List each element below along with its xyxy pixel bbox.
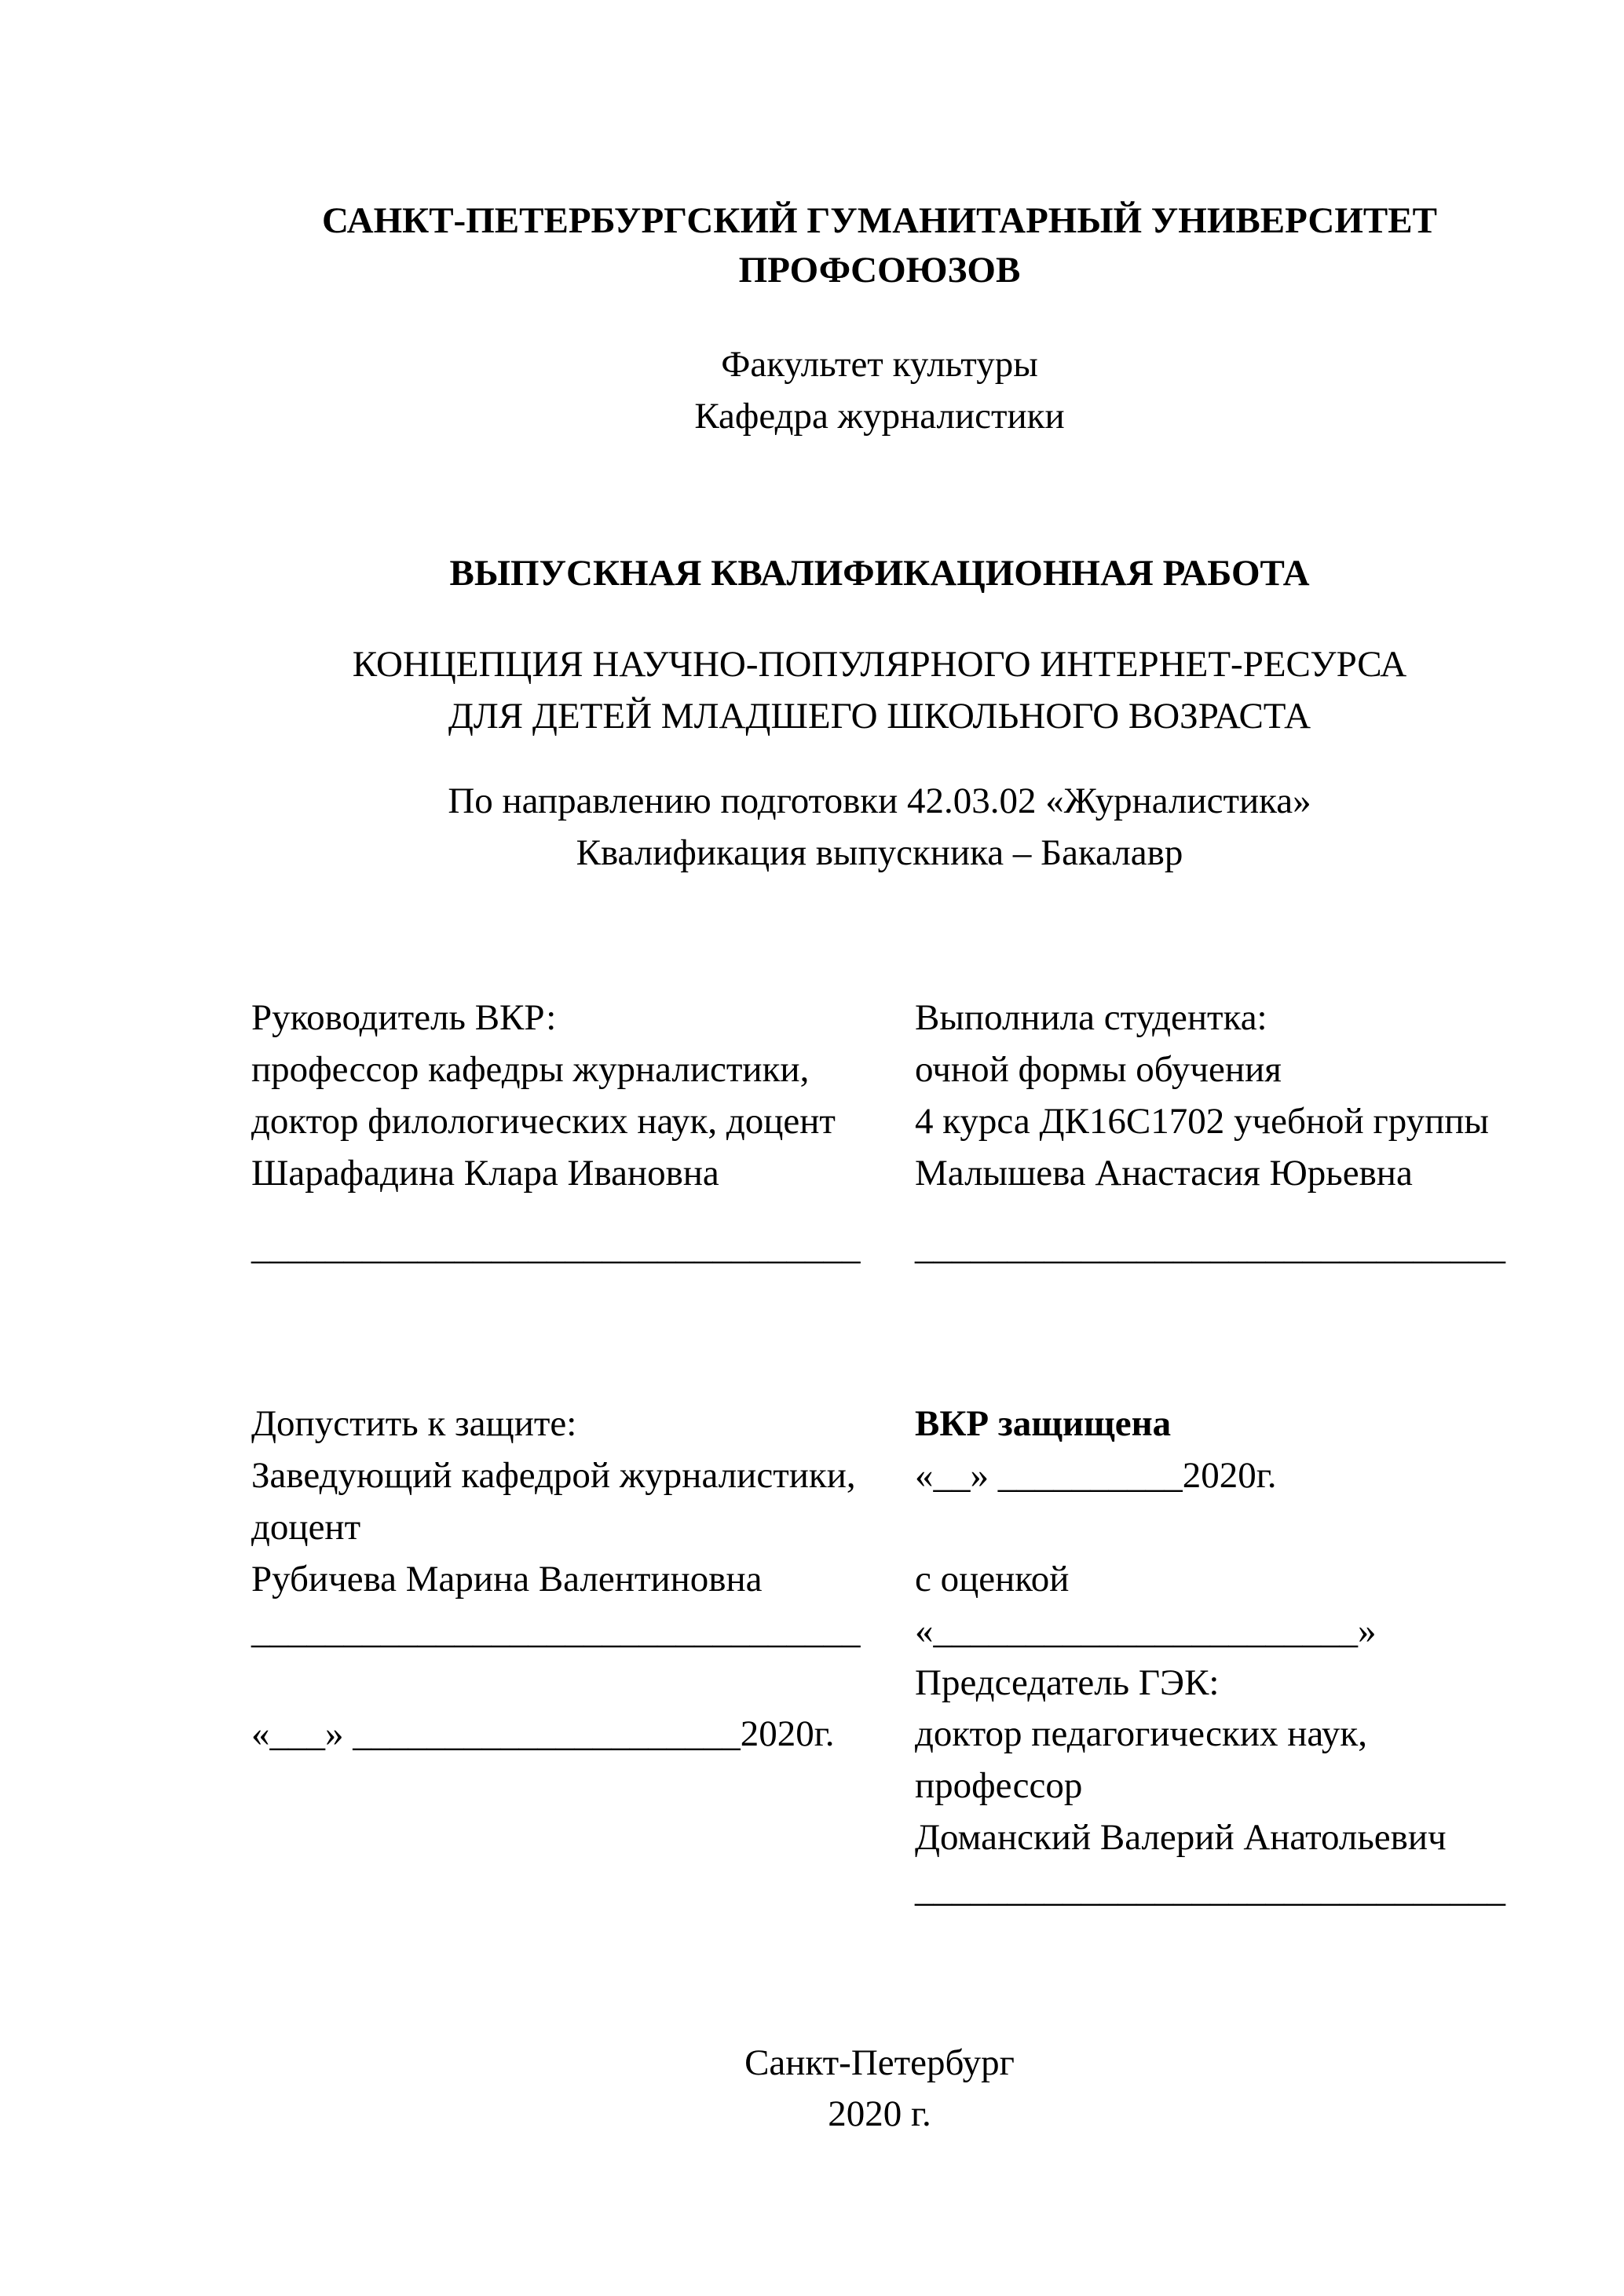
city-year-block	[251, 2038, 1508, 2141]
city-line: Санкт-Петербург	[744, 2042, 1015, 2083]
university-name-line2: ПРОФСОЮЗОВ	[738, 250, 1021, 291]
admission-position-line2: доцент	[251, 1507, 361, 1548]
student-block	[915, 993, 1508, 1273]
supervisor-position-line1: профессор кафедры журналистики,	[251, 1049, 810, 1091]
chairman-name: Доманский Валерий Анатольевич	[915, 1817, 1447, 1859]
student-label: Выполнила студентка:	[915, 997, 1267, 1039]
thesis-title	[251, 639, 1508, 743]
page-content	[251, 196, 1508, 2141]
defense-date-line: «__» __________2020г.	[915, 1455, 1277, 1497]
thesis-title-line2: ДЛЯ ДЕТЕЙ МЛАДШЕГО ШКОЛЬНОГО ВОЗРАСТА	[448, 696, 1311, 737]
chairman-position-line1: доктор педагогических наук,	[915, 1713, 1367, 1755]
defense-block	[915, 1398, 1508, 1915]
admission-block	[251, 1398, 915, 1915]
admission-label: Допустить к защите:	[251, 1403, 577, 1445]
direction-qualification-block	[251, 776, 1508, 879]
student-detail-line1: очной формы обучения	[915, 1049, 1282, 1091]
year-line: 2020 г.	[828, 2093, 931, 2135]
supervisor-student-block	[251, 993, 1508, 1273]
defense-label: ВКР защищена	[915, 1403, 1172, 1445]
student-detail-line2: 4 курса ДК16С1702 учебной группы	[915, 1101, 1489, 1143]
admission-name: Рубичева Марина Валентиновна	[251, 1558, 763, 1600]
thesis-title-line1: КОНЦЕПЦИЯ НАУЧНО-ПОПУЛЯРНОГО ИНТЕРНЕТ-РЕСУРСА	[352, 644, 1407, 686]
supervisor-label: Руководитель ВКР:	[251, 997, 557, 1039]
defense-grade-label: с оценкой	[915, 1559, 1070, 1600]
defense-grade-line: «_______________________»	[915, 1610, 1377, 1651]
chairman-label: Председатель ГЭК:	[915, 1662, 1220, 1703]
supervisor-name: Шарафадина Клара Ивановна	[251, 1152, 719, 1194]
student-signature-line: ________________________________	[915, 1226, 1505, 1267]
qualification-line: Квалификация выпускника – Бакалавр	[576, 832, 1183, 873]
student-name: Малышева Анастасия Юрьевна	[915, 1152, 1413, 1194]
supervisor-signature-line: _________________________________	[251, 1226, 861, 1267]
faculty-name: Факультет культуры	[721, 343, 1038, 385]
university-name	[251, 196, 1508, 296]
work-type-heading: ВЫПУСКНАЯ КВАЛИФИКАЦИОННАЯ РАБОТА	[449, 553, 1310, 594]
faculty-department-block	[251, 339, 1508, 443]
supervisor-block	[251, 993, 915, 1273]
supervisor-position-line2: доктор филологических наук, доцент	[251, 1101, 836, 1143]
university-name-line1: САНКТ-ПЕТЕРБУРГСКИЙ ГУМАНИТАРНЫЙ УНИВЕРСИТЕТ	[322, 200, 1437, 241]
admission-defense-block	[251, 1398, 1508, 1915]
department-name: Кафедра журналистики	[694, 395, 1065, 437]
direction-line: По направлению подготовки 42.03.02 «Журналистика»	[448, 780, 1311, 821]
admission-position-line1: Заведующий кафедрой журналистики,	[251, 1455, 856, 1497]
chairman-signature-line: ________________________________	[915, 1868, 1505, 1910]
admission-signature-line: _________________________________	[251, 1610, 861, 1651]
admission-date-line: «___» _____________________2020г.	[251, 1713, 835, 1755]
chairman-position-line2: профессор	[915, 1765, 1083, 1807]
